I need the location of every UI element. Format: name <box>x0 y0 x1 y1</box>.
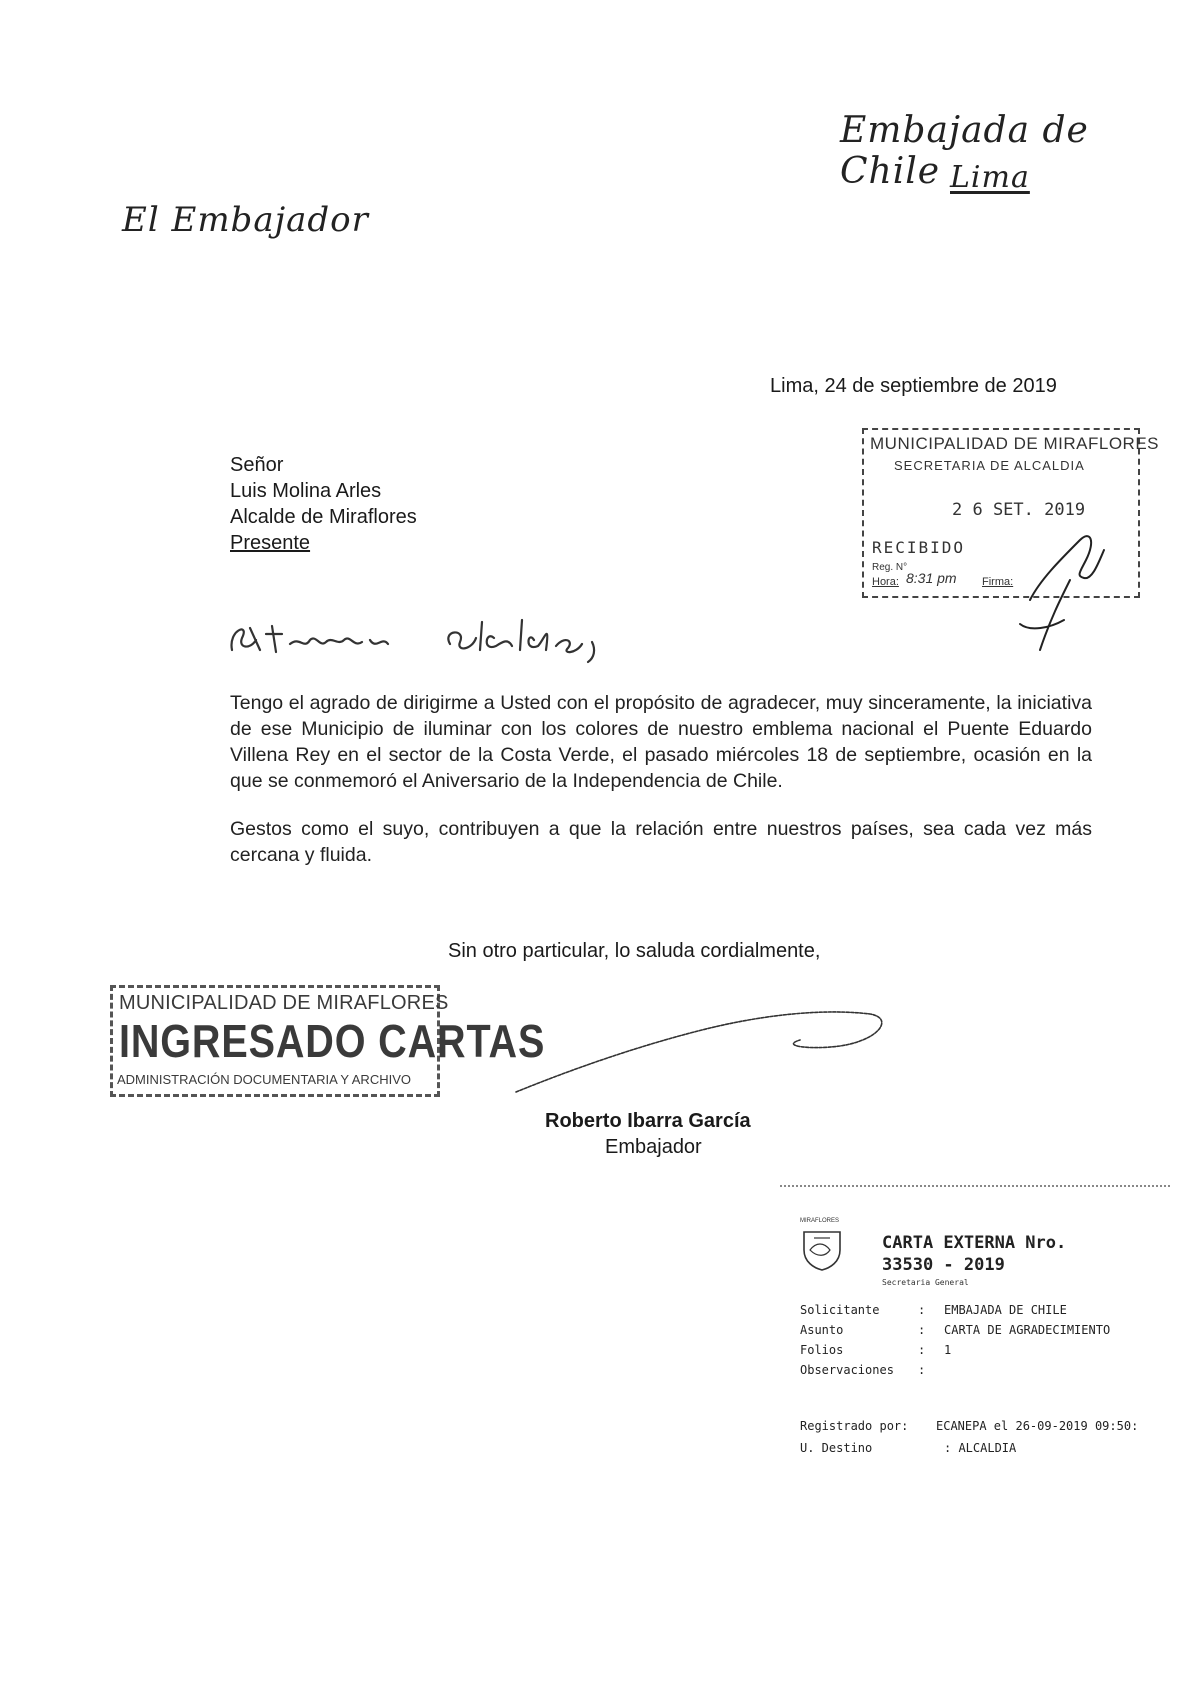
row-key: Solicitante <box>800 1303 880 1317</box>
body-paragraph-1: Tengo el agrado de dirigirme a Usted con el propósito de agradecer, muy sinceramente, la iniciativa de ese Municipio de iluminar con los colores de nuestro emblema nacional el Puente Eduardo Villena Rey en el sector de la Costa Verde, el pasado miércoles 18 de septiembre, ocasión en la que se conmemoró el Aniversario de la Independencia de Chile. <box>230 692 1092 792</box>
receipt-stamp-hora-label: Hora: <box>872 576 899 588</box>
addressee-block <box>230 452 417 556</box>
row-value: EMBAJADA DE CHILE <box>944 1303 1067 1317</box>
registered-by-label: Registrado por: <box>800 1419 909 1433</box>
receipt-stamp-hora-value: 8:31 pm <box>906 570 957 586</box>
miraflores-logo-text: MIRAFLORES <box>800 1218 840 1224</box>
addressee-presente: Presente <box>230 532 311 554</box>
incoming-stamp-main: INGRESADO CARTAS <box>119 1015 546 1067</box>
registration-row <box>800 1340 1110 1360</box>
row-separator: : <box>918 1303 926 1317</box>
row-separator: : <box>918 1343 926 1357</box>
addressee-position: Alcalde de Miraflores <box>230 506 417 528</box>
embassy-city: Lima <box>950 160 1030 195</box>
registration-number: 33530 - 2019 <box>882 1255 1005 1275</box>
receipt-stamp-subtitle: SECRETARIA DE ALCALDIA <box>894 458 1085 473</box>
receipt-stamp-firma-label: Firma: <box>982 576 1014 588</box>
incoming-stamp <box>110 985 546 1097</box>
letter-body <box>230 690 1092 890</box>
receipt-stamp-date: 2 6 SET. 2019 <box>952 500 1086 520</box>
row-separator: : <box>918 1363 926 1377</box>
incoming-stamp-bottom: ADMINISTRACIÓN DOCUMENTARIA Y ARCHIVO <box>117 1072 411 1087</box>
body-paragraph-2: Gestos como el suyo, contribuyen a que la relación entre nuestros países, sea cada vez más cercana y fluida. <box>230 818 1092 866</box>
stamp-initials-icon <box>1000 500 1110 660</box>
row-key: Folios <box>800 1343 844 1357</box>
registration-title-line-1: CARTA EXTERNA Nro. <box>882 1233 1067 1253</box>
destination-value: : ALCALDIA <box>944 1441 1017 1455</box>
registration-divider <box>780 1185 1170 1187</box>
row-separator: : <box>918 1323 926 1337</box>
signer-title: Embajador <box>605 1136 702 1158</box>
signer-name: Roberto Ibarra García <box>545 1110 751 1132</box>
registration-title <box>882 1232 1066 1276</box>
receipt-stamp-reg-label: Reg. N° <box>872 562 908 573</box>
row-key: Asunto <box>800 1323 844 1337</box>
date-line: Lima, 24 de septiembre de 2019 <box>770 375 1057 397</box>
registration-details <box>800 1300 1110 1380</box>
registered-by-value: ECANEPA el 26-09-2019 09:50: <box>936 1419 1139 1433</box>
incoming-stamp-top: MUNICIPALIDAD DE MIRAFLORES <box>119 992 449 1014</box>
handwritten-greeting <box>220 600 650 670</box>
registration-row <box>800 1360 1110 1380</box>
row-value: CARTA DE AGRADECIMIENTO <box>944 1323 1111 1337</box>
closing-line: Sin otro particular, lo saluda cordialmente, <box>448 940 821 962</box>
row-value: 1 <box>944 1343 952 1357</box>
registration-row <box>800 1320 1110 1340</box>
destination-label: U. Destino <box>800 1441 873 1455</box>
addressee-salutation: Señor <box>230 454 284 476</box>
registration-footer <box>800 1415 1138 1459</box>
registration-subtitle: Secretaria General <box>882 1278 969 1287</box>
ambassador-title: El Embajador <box>122 200 369 240</box>
receipt-stamp-received: RECIBIDO <box>872 538 966 557</box>
miraflores-logo-icon <box>800 1220 844 1272</box>
addressee-name: Luis Molina Arles <box>230 480 382 502</box>
registered-by-row <box>800 1415 1138 1437</box>
destination-row <box>800 1437 1138 1459</box>
receipt-stamp-title: MUNICIPALIDAD DE MIRAFLORES <box>870 434 1160 453</box>
embassy-name: Embajada de Chile <box>840 110 1089 192</box>
signature-icon <box>510 990 890 1100</box>
row-key: Observaciones <box>800 1363 894 1377</box>
registration-row <box>800 1300 1110 1320</box>
